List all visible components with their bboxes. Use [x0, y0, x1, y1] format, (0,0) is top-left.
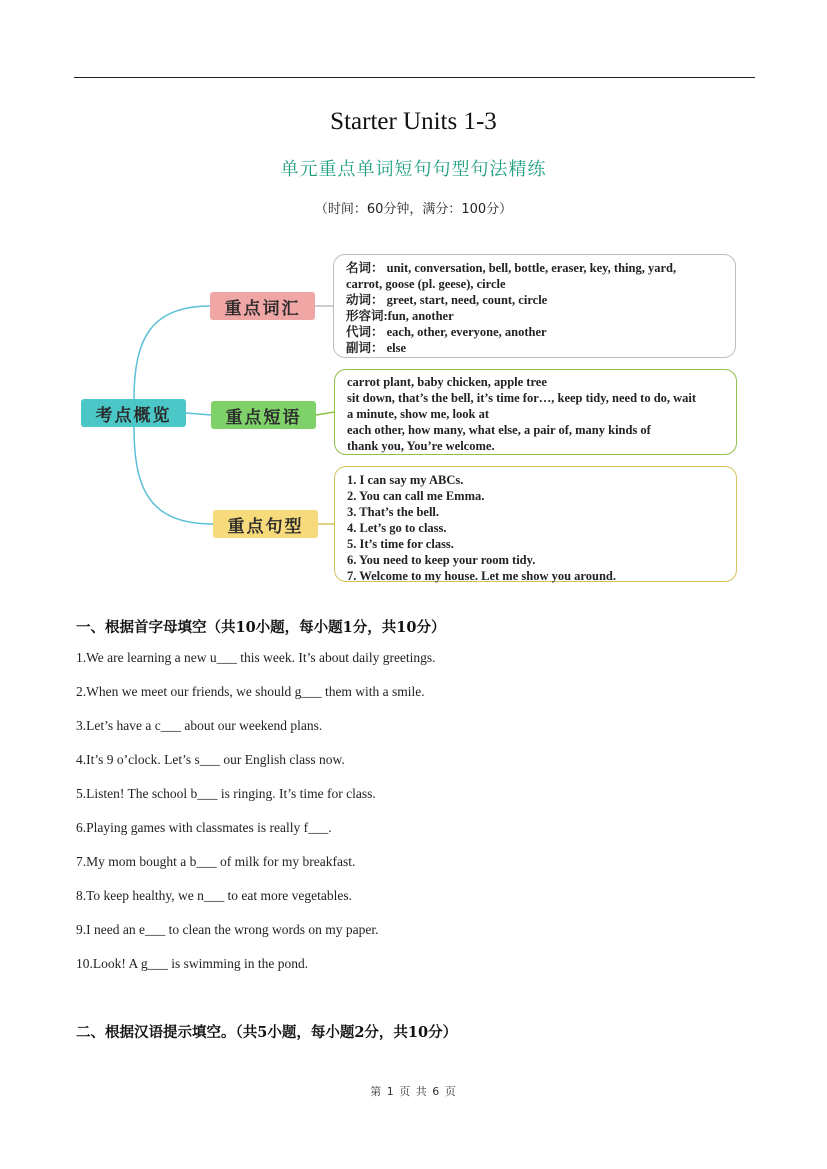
branch-phrases: 重点短语: [211, 401, 316, 429]
page-title: Starter Units 1-3: [330, 108, 497, 135]
question-item: 9.I need an e___ to clean the wrong words on my paper.: [76, 922, 379, 937]
branch-vocabulary: 重点词汇: [210, 292, 315, 320]
vocab-line: 代词： each, other, everyone, another: [346, 325, 547, 339]
question-item: 7.My mom bought a b___ of milk for my breakfast.: [76, 854, 356, 869]
phrase-line: each other, how many, what else, a pair of, many kinds of: [347, 423, 651, 437]
sentence-line: 6. You need to keep your room tidy.: [347, 553, 536, 567]
phrase-line: thank you, You’re welcome.: [347, 439, 495, 453]
question-item: 4.It’s 9 o’clock. Let’s s___ our English class now.: [76, 752, 345, 767]
vocab-line: carrot, goose (pl. geese), circle: [346, 277, 506, 291]
sentence-line: 3. That’s the bell.: [347, 505, 440, 519]
section-1-title: 一、根据首字母填空（共10小题，每小题1分，共10分）: [76, 619, 446, 636]
sentence-line: 1. I can say my ABCs.: [347, 473, 464, 487]
question-item: 5.Listen! The school b___ is ringing. It’s time for class.: [76, 786, 376, 801]
branch-sentences: 重点句型: [213, 510, 318, 538]
sentences-box: [334, 466, 737, 582]
sentence-line: 5. It’s time for class.: [347, 537, 454, 551]
phrase-line: a minute, show me, look at: [347, 407, 490, 421]
question-item: 8.To keep healthy, we n___ to eat more vegetables.: [76, 888, 352, 903]
vocab-line: 名词： unit, conversation, bell, bottle, eraser, key, thing, yard,: [346, 261, 677, 275]
vocab-line: 形容词:fun, another: [346, 309, 454, 323]
header-rule: [74, 77, 755, 78]
sentence-line: 7. Welcome to my house. Let me show you around.: [347, 569, 616, 583]
page-number: 第 1 页 共 6 页: [370, 1085, 457, 1098]
question-item: 10.Look! A g___ is swimming in the pond.: [76, 956, 309, 971]
question-item: 2.When we meet our friends, we should g___ them with a smile.: [76, 684, 425, 699]
vocab-line: 动词： greet, start, need, count, circle: [346, 293, 548, 307]
exam-meta: （时间：60分钟，满分：100分）: [314, 202, 513, 217]
page-subtitle: 单元重点单词短句句型句法精练: [280, 159, 547, 180]
sentence-line: 4. Let’s go to class.: [347, 521, 447, 535]
vocabulary-box: [333, 254, 736, 358]
phrases-box: [334, 369, 737, 455]
question-item: 6.Playing games with classmates is really f___.: [76, 820, 332, 835]
phrase-line: carrot plant, baby chicken, apple tree: [347, 375, 547, 389]
question-item: 3.Let’s have a c___ about our weekend plans.: [76, 718, 323, 733]
phrase-line: sit down, that’s the bell, it’s time for…, keep tidy, need to do, wait: [347, 391, 697, 405]
mind-map-root: 考点概览: [81, 399, 186, 427]
vocab-line: 副词： else: [346, 341, 407, 355]
section-1-questions: [76, 650, 776, 990]
section-2-title: 二、根据汉语提示填空。（共5小题，每小题2分，共10分）: [76, 1024, 458, 1041]
question-item: 1.We are learning a new u___ this week. It’s about daily greetings.: [76, 650, 436, 665]
mind-map: [0, 240, 827, 590]
sentence-line: 2. You can call me Emma.: [347, 489, 485, 503]
